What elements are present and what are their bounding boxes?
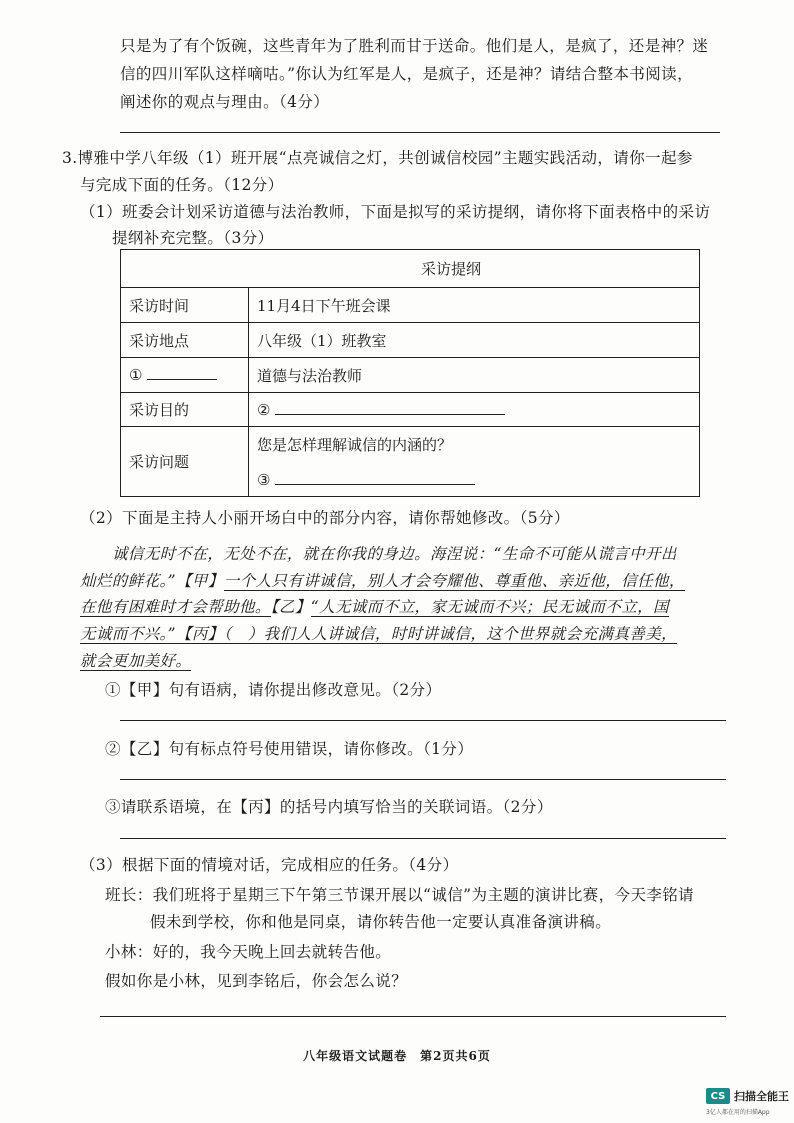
task-2: ②【乙】句有标点符号使用错误，请你修改。（1分） (105, 740, 474, 758)
table-label-question: 采访问题 (121, 427, 249, 497)
answer-line[interactable] (120, 779, 726, 780)
speech-line-1: 诚信无时不在，无处不在，就在你我的身边。海涅说：“生命不可能从谎言中开出 (112, 545, 677, 563)
passage-line-2: 信的四川军队这样嘀咕。”你认为红军是人，是疯子，还是神？请结合整本书阅读， (120, 65, 693, 83)
answer-line[interactable] (120, 838, 726, 839)
blank-marker-2: ② (257, 400, 271, 419)
sentence-jia-end: 在他有困难时才会帮助他。 (80, 598, 271, 616)
dialogue-line-2: 假未到学校，你和他是同桌，请你转告他一定要认真准备演讲稿。 (150, 913, 612, 931)
question-3-line-2: 与完成下面的任务。（12分） (80, 176, 284, 194)
table-question-cell (249, 427, 700, 497)
blank-2-input[interactable] (275, 401, 505, 415)
question-3-line-1: 3.博雅中学八年级（1）班开展“点亮诚信之灯，共创诚信校园”主题实践活动，请你一起参 (62, 149, 693, 167)
scanner-slogan: 3亿人都在用的扫描App (706, 1109, 770, 1116)
sentence-bing: ”【丙】（ ）我们人人讲诚信，时时讲诚信，这个世界就会充满真善美， (167, 625, 678, 643)
table-blank-3[interactable] (257, 471, 691, 489)
blank-3-input[interactable] (275, 471, 475, 485)
blank-marker-3: ③ (257, 471, 271, 489)
scanner-watermark (706, 1088, 789, 1104)
answer-line[interactable] (120, 720, 726, 721)
dialogue-line-1: 班长：我们班将于星期三下午第三节课开展以“诚信”为主题的演讲比赛，今天李铭请 (105, 886, 695, 904)
camscanner-icon: CS (706, 1088, 730, 1104)
table-blank-2-cell[interactable] (249, 393, 700, 427)
speech-line-3 (80, 597, 669, 617)
sentence-bing-end: 就会更加美好。 (80, 652, 192, 670)
speech-line-4 (80, 624, 677, 644)
sentence-yi-end: 无诚而不兴。 (80, 625, 168, 643)
task-3: ③请联系语境，在【丙】的括号内填写恰当的关联词语。（2分） (105, 798, 553, 816)
subquestion-2-intro: （2）下面是主持人小丽开场白中的部分内容，请你帮她修改。（5分） (80, 509, 570, 527)
interview-outline-table (120, 249, 700, 497)
speech-line-2 (80, 571, 685, 591)
scanner-label: 扫描全能王 (734, 1090, 789, 1103)
table-question-text: 您是怎样理解诚信的内涵的？ (257, 436, 453, 454)
subquestion-1-line-2: 提纲补充完整。（3分） (112, 229, 274, 247)
subquestion-1-line-1: （1）班委会计划采访道德与法治教师，下面是拟写的采访提纲，请你将下面表格中的采访 (80, 203, 711, 221)
speech-line-5 (80, 651, 191, 671)
page-footer: 八年级语文试题卷 第2页共6页 (303, 1049, 491, 1063)
speech-line-2-start: 灿烂的鲜花。”【甲】 (80, 572, 224, 590)
blank-1-input[interactable] (147, 366, 217, 380)
sentence-yi: “人无诚而不立，家无诚而不兴；民无诚而不立，国 (310, 598, 669, 616)
passage-line-3: 阐述你的观点与理由。（4分） (120, 93, 330, 111)
answer-line[interactable] (120, 132, 720, 133)
dialogue-line-3: 小林：好的，我今天晚上回去就转告他。 (105, 943, 392, 961)
passage-line-1: 只是为了有个饭碗，这些青年为了胜利而甘于送命。他们是人，是疯了，还是神？迷 (120, 37, 709, 55)
marker-yi: 【乙】 (270, 598, 311, 616)
subquestion-3-intro: （3）根据下面的情境对话，完成相应的任务。（4分） (80, 856, 459, 874)
task-1: ①【甲】句有语病，请你提出修改意见。（2分） (105, 681, 442, 699)
blank-marker-1: ① (129, 366, 143, 384)
table-value-place: 八年级（1）班教室 (249, 323, 700, 358)
table-label-time: 采访时间 (121, 288, 249, 323)
table-label-place: 采访地点 (121, 323, 249, 358)
table-blank-1-cell[interactable] (121, 358, 249, 393)
table-value-time: 11月4日下午班会课 (249, 288, 700, 323)
table-value-interviewee: 道德与法治教师 (249, 358, 700, 393)
answer-line[interactable] (100, 1016, 726, 1017)
table-label-purpose: 采访目的 (121, 393, 249, 427)
sentence-jia: 一个人只有讲诚信，别人才会夸耀他、尊重他、亲近他，信任他， (223, 572, 685, 590)
table-title: 采访提纲 (121, 250, 700, 288)
dialogue-line-4: 假如你是小林，见到李铭后，你会怎么说？ (105, 972, 408, 990)
